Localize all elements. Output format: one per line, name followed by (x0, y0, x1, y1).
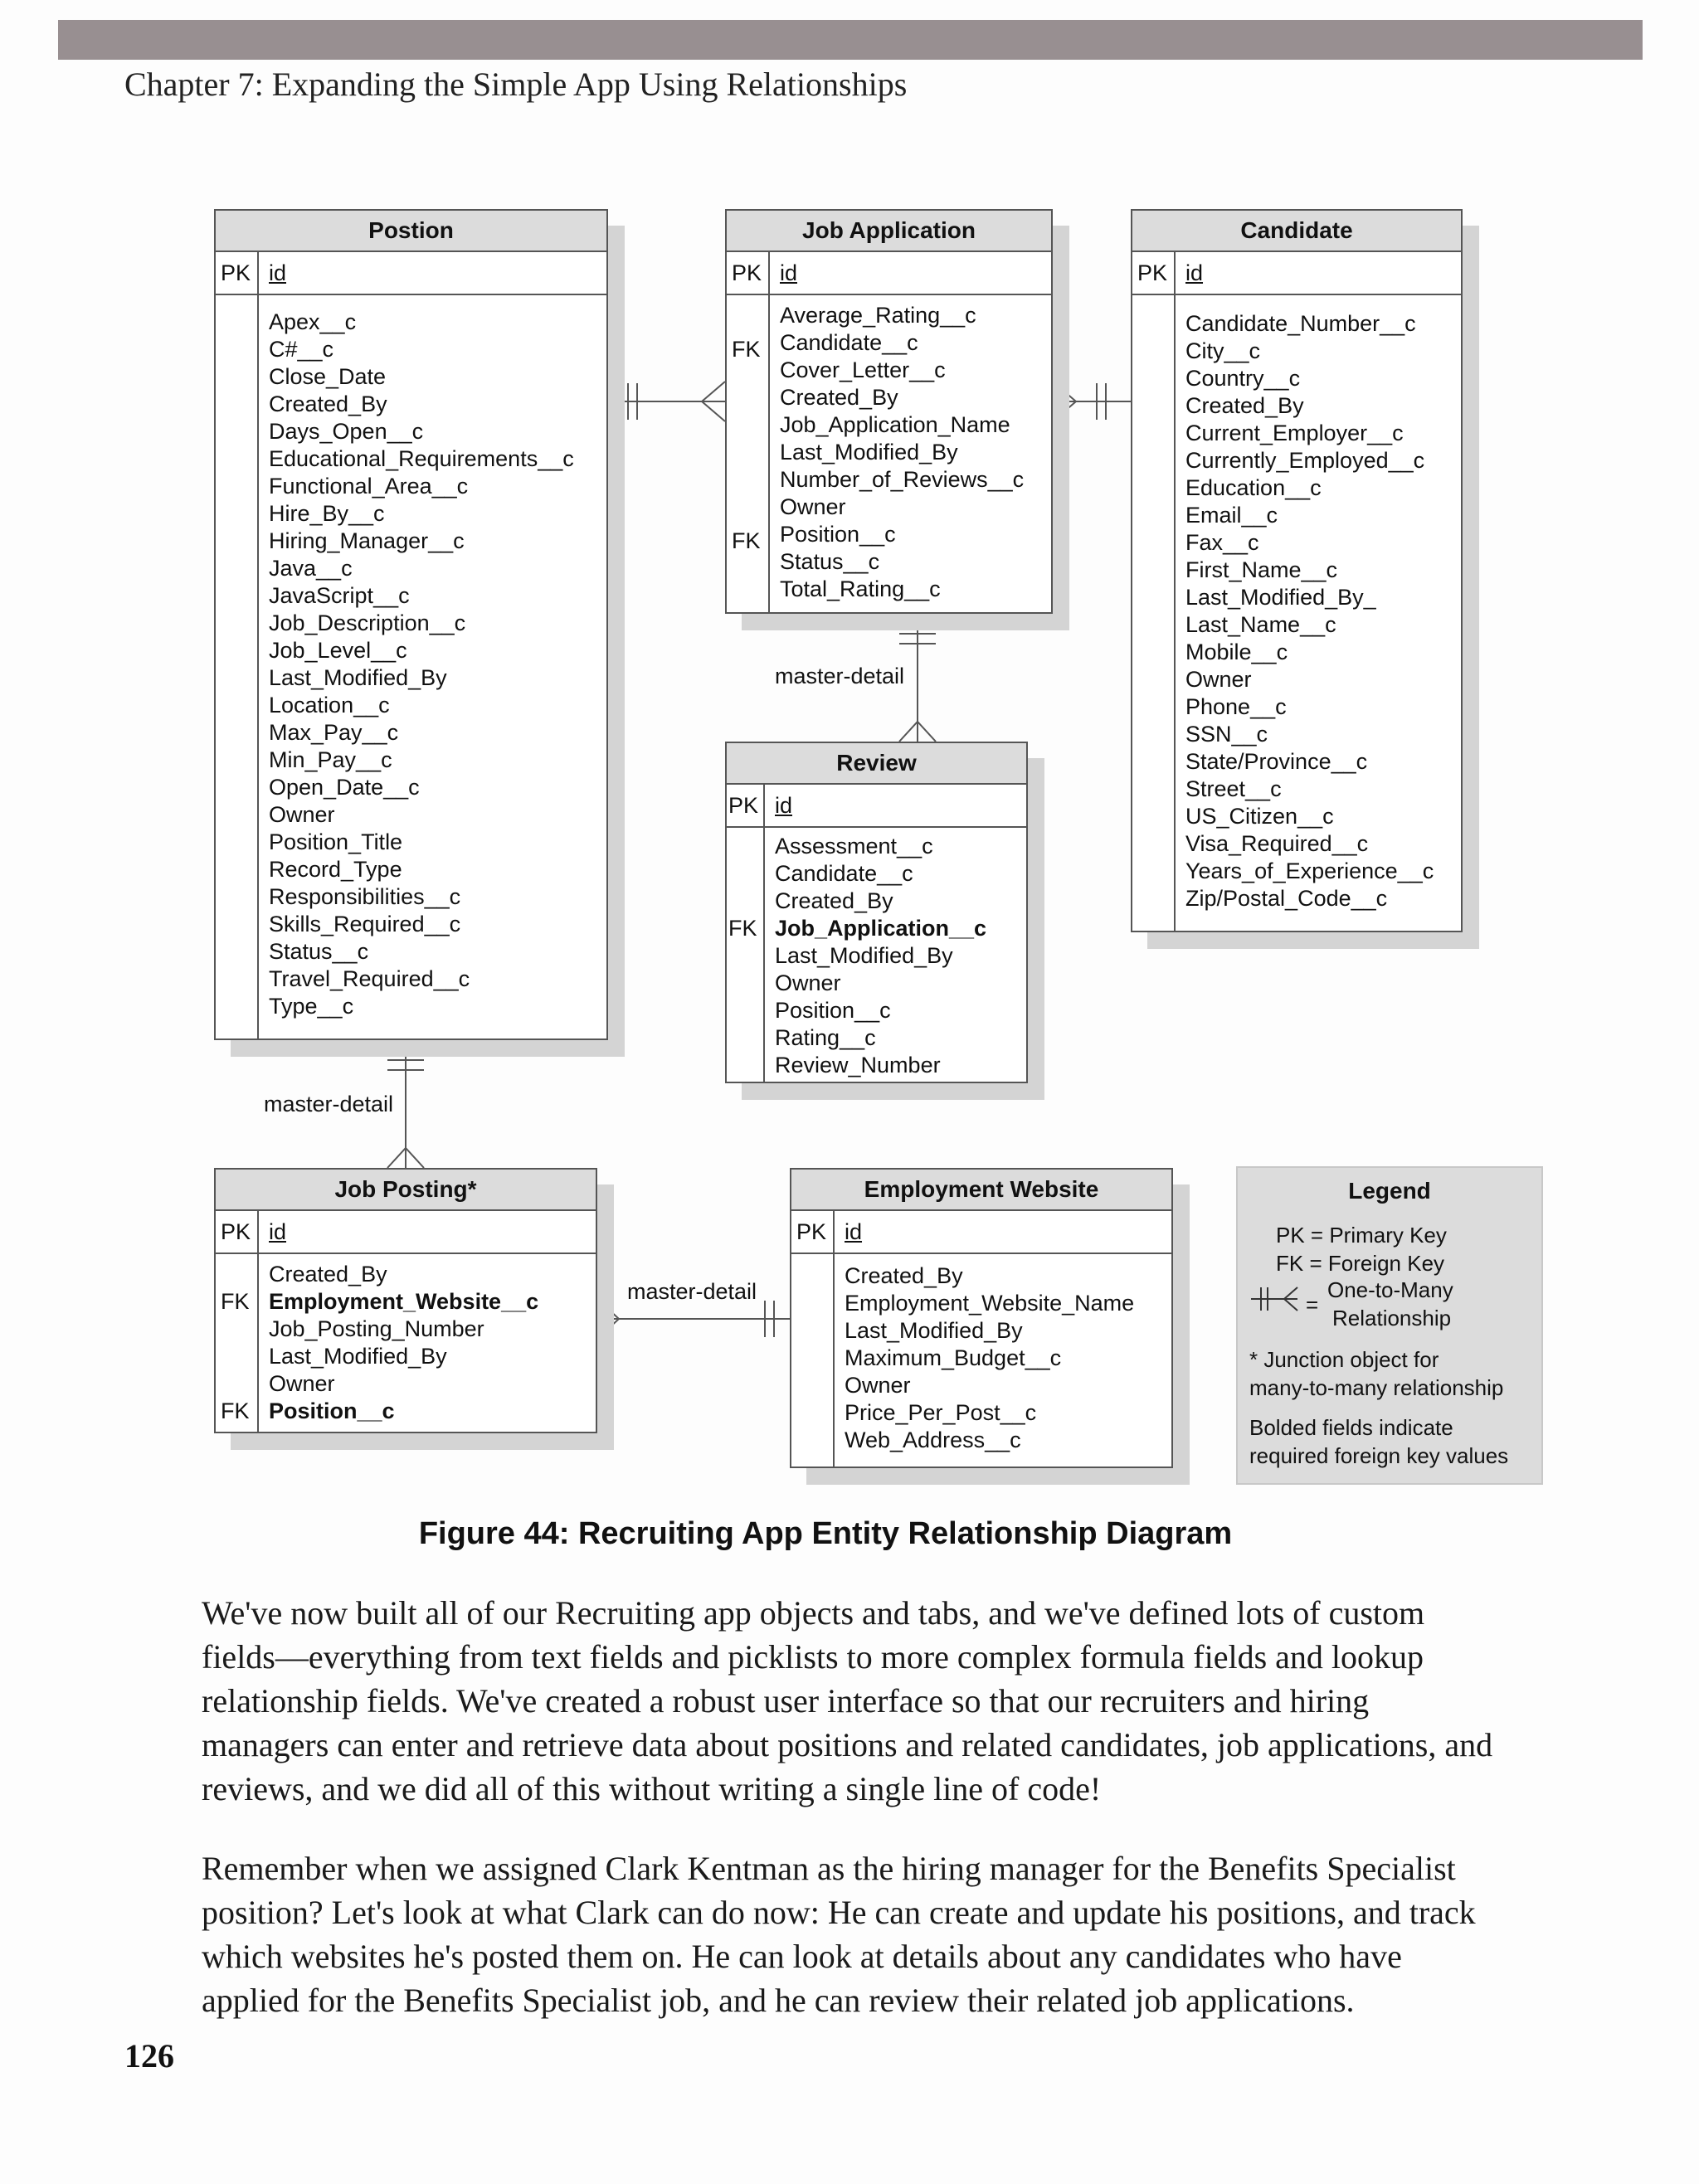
field: Phone__c (1185, 694, 1287, 719)
entity-title: Review (727, 743, 1026, 785)
field: First_Name__c (1185, 557, 1338, 582)
field: Skills_Required__c (269, 912, 461, 936)
field: Assessment__c (775, 834, 933, 859)
field: Responsibilities__c (269, 884, 461, 909)
field: Owner (1185, 667, 1252, 692)
field: Status__c (780, 549, 880, 574)
entity-candidate (1131, 209, 1463, 932)
fk-markers (221, 1261, 250, 1425)
pk-field: id (269, 1219, 287, 1244)
field: Education__c (1185, 475, 1322, 500)
field-list (269, 1261, 538, 1425)
field: Position__c (775, 998, 891, 1023)
pk-label: PK (728, 793, 759, 818)
field: Owner (269, 802, 335, 827)
field: Job_Application_Name (780, 412, 1010, 437)
fk-markers (728, 833, 757, 942)
entity-title: Job Posting* (216, 1170, 596, 1211)
legend-fk: FK = Foreign Key (1276, 1251, 1445, 1276)
entity-employment-website (790, 1168, 1173, 1468)
entity-review (725, 742, 1028, 1083)
one-to-many-icon (1249, 1282, 1299, 1316)
field: Candidate__c (780, 330, 918, 355)
field: Employment_Website_Name (845, 1291, 1135, 1316)
field: Created_By (775, 888, 893, 913)
field: Last_Modified_By (780, 440, 958, 465)
fk-marker: FK (221, 1289, 250, 1314)
fk-marker: FK (221, 1398, 250, 1423)
field-list (845, 1262, 1134, 1454)
field: Country__c (1185, 366, 1301, 391)
field: Close_Date (269, 364, 387, 389)
field: Location__c (269, 693, 390, 717)
field: Job_Posting_Number (269, 1316, 484, 1341)
field-list (1185, 310, 1434, 912)
field: Total_Rating__c (780, 576, 941, 601)
field: Last_Modified_By (269, 1344, 447, 1369)
field: Position__c (780, 522, 896, 547)
entity-title: Employment Website (791, 1170, 1171, 1211)
field: City__c (1185, 338, 1261, 363)
field: Educational_Requirements__c (269, 446, 574, 471)
field: Owner (780, 494, 846, 519)
pk-field: id (269, 260, 287, 285)
legend-bold-2: required foreign key values (1249, 1443, 1509, 1468)
rel-label-position-jobposting: master-detail (264, 1092, 394, 1116)
pk-field: id (1185, 260, 1204, 285)
field-list (775, 833, 986, 1079)
entity-position (214, 209, 608, 1040)
field: Current_Employer__c (1185, 421, 1404, 445)
field: Min_Pay__c (269, 747, 392, 772)
field: Job_Level__c (269, 638, 407, 663)
field: Email__c (1185, 503, 1278, 528)
field: Street__c (1185, 776, 1282, 801)
field: Review_Number (775, 1053, 941, 1077)
pk-label: PK (1137, 260, 1168, 285)
field: Rating__c (775, 1025, 876, 1050)
field: Created_By (1185, 393, 1304, 418)
field: Visa_Required__c (1185, 831, 1369, 856)
rel-label-jobapp-review: master-detail (775, 664, 905, 688)
legend-junction-2: many-to-many relationship (1249, 1375, 1504, 1400)
field: Currently_Employed__c (1185, 448, 1425, 473)
pk-field: id (845, 1219, 863, 1244)
pk-field: id (780, 260, 798, 285)
legend-box (1236, 1166, 1543, 1485)
field: Created_By (780, 385, 898, 410)
field: Hiring_Manager__c (269, 528, 465, 553)
pk-label: PK (221, 260, 251, 285)
field: Candidate_Number__c (1185, 311, 1416, 336)
body-paragraph-1: We've now built all of our Recruiting app objects and tabs, and we've defined lots of custom fields—everything from text fields and picklists to more complex formula fields and lookup relationship fields. We've created a robust user interface so that our recruiters and hiring managers can enter and retrieve data about positions and related candidates, job applications, and reviews, and we did all of this without writing a single line of code! (202, 1594, 1493, 1807)
field: Candidate__c (775, 861, 913, 886)
fk-marker: FK (732, 528, 761, 553)
rel-label-jobposting-website: master-detail (627, 1279, 757, 1304)
field: Owner (775, 970, 841, 995)
body-paragraph-2: Remember when we assigned Clark Kentman as the hiring manager for the Benefits Specialist position? Let's look at what Clark can do now: He can create and update his positions, and track which websites he's posted them on. He can look at details about any candidates who have applied for the Benefits Specialist job, and he can review their related job applications. (202, 1850, 1476, 2019)
field: Last_Modified_By (775, 943, 953, 968)
field: Java__c (269, 556, 353, 581)
field: Open_Date__c (269, 775, 420, 800)
field: Days_Open__c (269, 419, 424, 444)
field: Owner (845, 1373, 911, 1398)
field: Type__c (269, 994, 354, 1019)
field-list (780, 302, 1024, 603)
entity-job-application (725, 209, 1053, 614)
field: Created_By (845, 1263, 963, 1288)
field: Zip/Postal_Code__c (1185, 886, 1388, 911)
entity-job-posting (214, 1168, 597, 1433)
field: Price_Per_Post__c (845, 1400, 1037, 1425)
fk-markers (732, 309, 761, 555)
field: SSN__c (1185, 722, 1268, 747)
field: Record_Type (269, 857, 402, 882)
field: Created_By (269, 1262, 387, 1287)
field-required-fk: Job_Application__c (775, 916, 987, 941)
field: Job_Description__c (269, 610, 466, 635)
field: Hire_By__c (269, 501, 385, 526)
field-required-fk: Employment_Website__c (269, 1289, 539, 1314)
field-list (269, 309, 574, 1020)
field: Functional_Area__c (269, 474, 469, 499)
legend-rel-2: Relationship (1332, 1306, 1452, 1330)
legend-title: Legend (1348, 1178, 1431, 1204)
legend-equals: = (1306, 1292, 1319, 1317)
field: Last_Modified_By (845, 1318, 1023, 1343)
field: Fax__c (1185, 530, 1259, 555)
field: Max_Pay__c (269, 720, 399, 745)
field-required-fk: Position__c (269, 1398, 395, 1423)
legend-rel-1: One-to-Many (1327, 1277, 1453, 1302)
field: C#__c (269, 337, 334, 362)
field: US_Citizen__c (1185, 804, 1334, 829)
field: Years_of_Experience__c (1185, 859, 1434, 883)
field: Last_Modified_By_ (1185, 585, 1376, 610)
entity-title: Candidate (1132, 211, 1461, 252)
pk-label: PK (732, 260, 762, 285)
entity-title: Job Application (727, 211, 1051, 252)
pk-field: id (775, 793, 793, 818)
field: Status__c (269, 939, 369, 964)
entity-title: Postion (216, 211, 606, 252)
field: Last_Name__c (1185, 612, 1336, 637)
field: Web_Address__c (845, 1428, 1021, 1452)
field: Owner (269, 1371, 335, 1396)
field: Average_Rating__c (780, 303, 976, 328)
chapter-header: Chapter 7: Expanding the Simple App Using Relationships (124, 66, 908, 103)
field: Mobile__c (1185, 640, 1288, 664)
fk-marker: FK (732, 337, 761, 362)
field: Created_By (269, 392, 387, 416)
field: Cover_Letter__c (780, 358, 946, 382)
page-number: 126 (124, 2037, 174, 2075)
field: Last_Modified_By (269, 665, 447, 690)
field: Number_of_Reviews__c (780, 467, 1025, 492)
figure-caption: Figure 44: Recruiting App Entity Relationship Diagram (418, 1516, 1233, 1551)
legend-bold-1: Bolded fields indicate (1249, 1415, 1453, 1440)
fk-marker: FK (728, 916, 757, 941)
field: Position_Title (269, 829, 403, 854)
field: Maximum_Budget__c (845, 1345, 1062, 1370)
legend-junction-1: * Junction object for (1249, 1347, 1439, 1372)
field: Apex__c (269, 309, 357, 334)
pk-label: PK (796, 1219, 827, 1244)
field: Travel_Required__c (269, 966, 470, 991)
field: State/Province__c (1185, 749, 1368, 774)
pk-label: PK (221, 1219, 251, 1244)
field: JavaScript__c (269, 583, 410, 608)
legend-pk: PK = Primary Key (1276, 1223, 1447, 1248)
